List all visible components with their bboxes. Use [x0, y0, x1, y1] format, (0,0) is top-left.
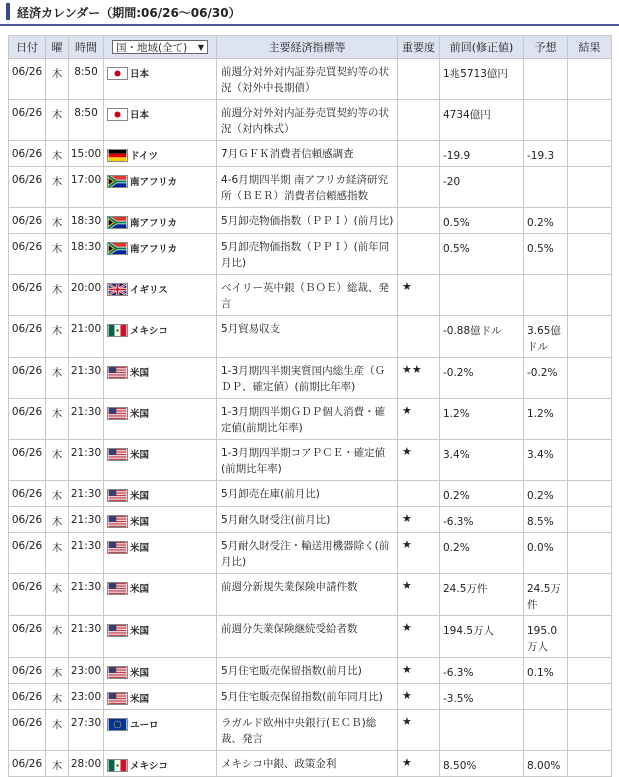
cell-weekday: 木 — [46, 208, 69, 234]
cell-result — [568, 234, 612, 275]
cell-indicator: 5月住宅販売保留指数(前月比) — [217, 658, 398, 684]
col-date: 日付 — [9, 36, 46, 59]
cell-region — [104, 751, 217, 777]
cell-result — [568, 440, 612, 481]
cell-result — [568, 658, 612, 684]
cell-result — [568, 316, 612, 358]
table-row — [9, 275, 612, 316]
cell-region — [104, 100, 217, 141]
cell-indicator: 1-3月期四半期ＧＤＰ個人消費・確定値(前期比年率) — [217, 399, 398, 440]
cell-time: 21:30 — [69, 358, 104, 399]
cell-date: 06/26 — [9, 358, 46, 399]
country-name: 南アフリカ — [130, 244, 178, 255]
cell-forecast: 0.2% — [524, 208, 568, 234]
cell-weekday: 木 — [46, 167, 69, 208]
country-name: メキシコ — [130, 761, 168, 772]
cell-weekday: 木 — [46, 440, 69, 481]
cell-date: 06/26 — [9, 316, 46, 358]
south-africa-flag-icon — [107, 175, 128, 188]
cell-time: 28:00 — [69, 751, 104, 777]
cell-time: 23:00 — [69, 684, 104, 710]
cell-indicator: 前週分対外対内証券売買契約等の状況（対外中長期債） — [217, 59, 398, 100]
us-flag-icon — [107, 366, 128, 379]
cell-importance — [398, 100, 440, 141]
country-name: 米国 — [130, 517, 150, 528]
cell-time: 15:00 — [69, 141, 104, 167]
cell-importance: ★ — [398, 440, 440, 481]
mexico-flag-icon — [107, 324, 128, 337]
country-name: 米国 — [130, 626, 150, 637]
cell-weekday: 木 — [46, 59, 69, 100]
country-name: 米国 — [130, 409, 150, 420]
country-name: ユーロ — [130, 720, 159, 731]
cell-indicator: 7月ＧＦＫ消費者信頼感調査 — [217, 141, 398, 167]
cell-result — [568, 616, 612, 658]
col-time: 時間 — [69, 36, 104, 59]
cell-time: 21:30 — [69, 574, 104, 616]
cell-indicator: 5月貿易収支 — [217, 316, 398, 358]
cell-region — [104, 574, 217, 616]
cell-time: 23:00 — [69, 658, 104, 684]
cell-indicator: 前週分対外対内証券売買契約等の状況（対内株式） — [217, 100, 398, 141]
cell-importance: ★ — [398, 275, 440, 316]
col-previous: 前回(修正値) — [440, 36, 524, 59]
cell-weekday: 木 — [46, 100, 69, 141]
table-row — [9, 616, 612, 658]
cell-importance — [398, 208, 440, 234]
cell-indicator: 5月卸売物価指数（ＰＰＩ）(前月比) — [217, 208, 398, 234]
cell-forecast: -19.3 — [524, 141, 568, 167]
country-name: メキシコ — [130, 326, 168, 337]
cell-forecast: 3.65億ドル — [524, 316, 568, 358]
table-row — [9, 440, 612, 481]
cell-date: 06/26 — [9, 481, 46, 507]
cell-indicator: 5月住宅販売保留指数(前年同月比) — [217, 684, 398, 710]
table-row — [9, 234, 612, 275]
us-flag-icon — [107, 624, 128, 637]
cell-date: 06/26 — [9, 574, 46, 616]
cell-date: 06/26 — [9, 751, 46, 777]
cell-time: 21:30 — [69, 481, 104, 507]
cell-importance: ★ — [398, 399, 440, 440]
cell-previous: 1兆5713億円 — [440, 59, 524, 100]
cell-indicator: ラガルド欧州中央銀行(ＥＣＢ)総裁、発言 — [217, 710, 398, 751]
cell-previous: -19.9 — [440, 141, 524, 167]
cell-importance — [398, 141, 440, 167]
table-row — [9, 481, 612, 507]
cell-forecast — [524, 275, 568, 316]
cell-previous: 8.50% — [440, 751, 524, 777]
south-africa-flag-icon — [107, 216, 128, 229]
header-row — [9, 36, 612, 59]
cell-importance: ★ — [398, 574, 440, 616]
cell-time: 27:30 — [69, 710, 104, 751]
eu-flag-icon — [107, 718, 128, 731]
cell-forecast: 0.1% — [524, 658, 568, 684]
cell-region — [104, 358, 217, 399]
cell-region — [104, 59, 217, 100]
table-row — [9, 399, 612, 440]
cell-previous: 3.4% — [440, 440, 524, 481]
cell-forecast: 1.2% — [524, 399, 568, 440]
table-row — [9, 141, 612, 167]
cell-result — [568, 208, 612, 234]
cell-weekday: 木 — [46, 358, 69, 399]
cell-indicator: 5月卸売物価指数（ＰＰＩ）(前年同月比) — [217, 234, 398, 275]
us-flag-icon — [107, 582, 128, 595]
cell-importance — [398, 481, 440, 507]
cell-date: 06/26 — [9, 100, 46, 141]
cell-forecast: 0.2% — [524, 481, 568, 507]
cell-result — [568, 507, 612, 533]
cell-importance: ★ — [398, 710, 440, 751]
cell-region — [104, 481, 217, 507]
table-row — [9, 358, 612, 399]
cell-indicator: 5月卸売在庫(前月比) — [217, 481, 398, 507]
cell-time: 8:50 — [69, 59, 104, 100]
cell-date: 06/26 — [9, 275, 46, 316]
cell-time: 21:30 — [69, 399, 104, 440]
cell-indicator: 1-3月期四半期実質国内総生産（ＧＤＰ、確定値）(前期比年率) — [217, 358, 398, 399]
cell-previous: -0.88億ドル — [440, 316, 524, 358]
cell-previous: 0.2% — [440, 533, 524, 574]
germany-flag-icon — [107, 149, 128, 162]
col-result: 結果 — [568, 36, 612, 59]
cell-indicator: メキシコ中銀、政策金利 — [217, 751, 398, 777]
japan-flag-icon — [107, 108, 128, 121]
cell-weekday: 木 — [46, 234, 69, 275]
col-forecast: 予想 — [524, 36, 568, 59]
us-flag-icon — [107, 541, 128, 554]
cell-weekday: 木 — [46, 533, 69, 574]
cell-forecast: 24.5万件 — [524, 574, 568, 616]
cell-date: 06/26 — [9, 208, 46, 234]
table-row — [9, 507, 612, 533]
calendar-table — [8, 35, 612, 777]
title-accent — [6, 3, 10, 20]
cell-result — [568, 751, 612, 777]
country-name: 米国 — [130, 368, 150, 379]
japan-flag-icon — [107, 67, 128, 80]
cell-indicator: 4-6月期四半期 南アフリカ経済研究所（ＢＥＲ）消費者信頼感指数 — [217, 167, 398, 208]
cell-result — [568, 710, 612, 751]
cell-region — [104, 316, 217, 358]
cell-time: 21:30 — [69, 440, 104, 481]
cell-region — [104, 234, 217, 275]
mexico-flag-icon — [107, 759, 128, 772]
cell-weekday: 木 — [46, 616, 69, 658]
cell-forecast — [524, 100, 568, 141]
cell-importance — [398, 234, 440, 275]
table-row — [9, 533, 612, 574]
cell-date: 06/26 — [9, 167, 46, 208]
table-row — [9, 684, 612, 710]
cell-indicator: 1-3月期四半期コアＰＣＥ・確定値(前期比年率) — [217, 440, 398, 481]
cell-date: 06/26 — [9, 59, 46, 100]
us-flag-icon — [107, 448, 128, 461]
cell-importance: ★ — [398, 507, 440, 533]
cell-region — [104, 440, 217, 481]
cell-region — [104, 275, 217, 316]
cell-forecast — [524, 710, 568, 751]
cell-previous: -0.2% — [440, 358, 524, 399]
cell-importance: ★ — [398, 616, 440, 658]
cell-previous: 0.2% — [440, 481, 524, 507]
cell-forecast — [524, 59, 568, 100]
title-bar — [0, 0, 619, 26]
table-row — [9, 751, 612, 777]
south-africa-flag-icon — [107, 242, 128, 255]
cell-time: 20:00 — [69, 275, 104, 316]
country-name: 米国 — [130, 668, 150, 679]
cell-previous: -3.5% — [440, 684, 524, 710]
cell-forecast — [524, 684, 568, 710]
cell-result — [568, 358, 612, 399]
us-flag-icon — [107, 489, 128, 502]
uk-flag-icon — [107, 283, 128, 296]
cell-result — [568, 59, 612, 100]
cell-result — [568, 275, 612, 316]
cell-weekday: 木 — [46, 507, 69, 533]
cell-forecast: 8.00% — [524, 751, 568, 777]
cell-importance — [398, 59, 440, 100]
country-name: 米国 — [130, 450, 150, 461]
cell-date: 06/26 — [9, 616, 46, 658]
cell-result — [568, 533, 612, 574]
cell-importance: ★ — [398, 684, 440, 710]
cell-time: 18:30 — [69, 208, 104, 234]
cell-date: 06/26 — [9, 533, 46, 574]
cell-date: 06/26 — [9, 440, 46, 481]
cell-forecast: 0.0% — [524, 533, 568, 574]
cell-region — [104, 141, 217, 167]
cell-date: 06/26 — [9, 684, 46, 710]
cell-weekday: 木 — [46, 751, 69, 777]
cell-region — [104, 710, 217, 751]
cell-previous: 24.5万件 — [440, 574, 524, 616]
country-name: ドイツ — [130, 151, 159, 162]
cell-forecast: 8.5% — [524, 507, 568, 533]
cell-indicator: ベイリー英中銀（ＢＯＥ）総裁、発言 — [217, 275, 398, 316]
cell-forecast: 0.5% — [524, 234, 568, 275]
cell-time: 21:00 — [69, 316, 104, 358]
cell-result — [568, 399, 612, 440]
cell-forecast: 3.4% — [524, 440, 568, 481]
cell-region — [104, 684, 217, 710]
cell-time: 21:30 — [69, 507, 104, 533]
cell-previous — [440, 275, 524, 316]
col-region — [104, 36, 217, 59]
cell-date: 06/26 — [9, 399, 46, 440]
cell-weekday: 木 — [46, 481, 69, 507]
page-title: 経済カレンダー（期間:06/26〜06/30） — [17, 6, 241, 20]
cell-weekday: 木 — [46, 658, 69, 684]
region-select-label: 国・地域(全て) — [116, 41, 188, 54]
cell-region — [104, 616, 217, 658]
cell-previous: 0.5% — [440, 208, 524, 234]
table-row — [9, 316, 612, 358]
us-flag-icon — [107, 666, 128, 679]
table-row — [9, 167, 612, 208]
cell-result — [568, 684, 612, 710]
country-name: 米国 — [130, 543, 150, 554]
cell-importance: ★ — [398, 658, 440, 684]
cell-date: 06/26 — [9, 234, 46, 275]
country-name: 日本 — [130, 69, 150, 80]
country-name: 米国 — [130, 694, 150, 705]
cell-time: 21:30 — [69, 533, 104, 574]
table-row — [9, 710, 612, 751]
cell-region — [104, 208, 217, 234]
cell-weekday: 木 — [46, 574, 69, 616]
cell-indicator: 前週分新規失業保険申請件数 — [217, 574, 398, 616]
country-name: 米国 — [130, 584, 150, 595]
country-name: 日本 — [130, 110, 150, 121]
cell-forecast: -0.2% — [524, 358, 568, 399]
cell-weekday: 木 — [46, 710, 69, 751]
cell-date: 06/26 — [9, 710, 46, 751]
cell-previous: 0.5% — [440, 234, 524, 275]
cell-forecast: 195.0万人 — [524, 616, 568, 658]
cell-time: 17:00 — [69, 167, 104, 208]
region-select[interactable] — [112, 40, 208, 54]
cell-region — [104, 533, 217, 574]
chevron-down-icon: ▼ — [197, 42, 204, 52]
table-row — [9, 658, 612, 684]
country-name: 南アフリカ — [130, 218, 178, 229]
country-name: 南アフリカ — [130, 177, 178, 188]
cell-region — [104, 167, 217, 208]
col-weekday: 曜 — [46, 36, 69, 59]
cell-weekday: 木 — [46, 275, 69, 316]
cell-importance: ★ — [398, 751, 440, 777]
col-importance: 重要度 — [398, 36, 440, 59]
table-row — [9, 574, 612, 616]
cell-previous: -20 — [440, 167, 524, 208]
country-name: イギリス — [130, 285, 168, 296]
cell-importance: ★ — [398, 533, 440, 574]
us-flag-icon — [107, 692, 128, 705]
table-row — [9, 100, 612, 141]
cell-result — [568, 574, 612, 616]
cell-date: 06/26 — [9, 658, 46, 684]
cell-previous: -6.3% — [440, 658, 524, 684]
cell-time: 8:50 — [69, 100, 104, 141]
cell-result — [568, 167, 612, 208]
cell-indicator: 5月耐久財受注・輸送用機器除く(前月比) — [217, 533, 398, 574]
cell-weekday: 木 — [46, 399, 69, 440]
cell-forecast — [524, 167, 568, 208]
cell-previous: 194.5万人 — [440, 616, 524, 658]
cell-weekday: 木 — [46, 684, 69, 710]
cell-weekday: 木 — [46, 141, 69, 167]
cell-indicator: 前週分失業保険継続受給者数 — [217, 616, 398, 658]
cell-importance — [398, 316, 440, 358]
cell-date: 06/26 — [9, 141, 46, 167]
cell-previous: 4734億円 — [440, 100, 524, 141]
cell-date: 06/26 — [9, 507, 46, 533]
cell-result — [568, 481, 612, 507]
cell-time: 21:30 — [69, 616, 104, 658]
cell-time: 18:30 — [69, 234, 104, 275]
table-row — [9, 208, 612, 234]
col-indicator: 主要経済指標等 — [217, 36, 398, 59]
cell-importance: ★★ — [398, 358, 440, 399]
cell-importance — [398, 167, 440, 208]
us-flag-icon — [107, 407, 128, 420]
cell-region — [104, 507, 217, 533]
cell-region — [104, 658, 217, 684]
table-row — [9, 59, 612, 100]
cell-result — [568, 100, 612, 141]
cell-indicator: 5月耐久財受注(前月比) — [217, 507, 398, 533]
cell-previous: 1.2% — [440, 399, 524, 440]
cell-previous: -6.3% — [440, 507, 524, 533]
us-flag-icon — [107, 515, 128, 528]
cell-region — [104, 399, 217, 440]
cell-previous — [440, 710, 524, 751]
cell-result — [568, 141, 612, 167]
cell-weekday: 木 — [46, 316, 69, 358]
country-name: 米国 — [130, 491, 150, 502]
